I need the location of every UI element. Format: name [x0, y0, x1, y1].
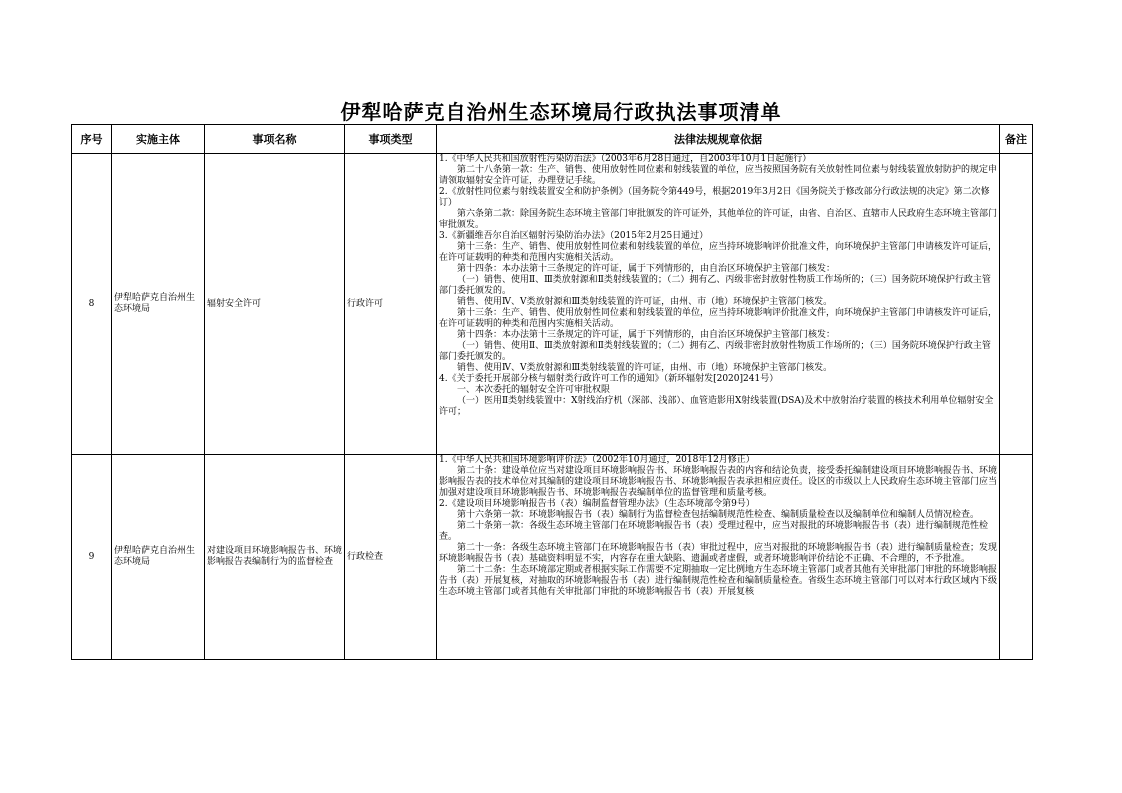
header-basis: 法律法规规章依据: [437, 125, 1000, 154]
basis-line: 4.《关于委托开展部分核与辐射类行政许可工作的通知》（新环辐射发[2020]241号）: [439, 374, 779, 384]
row-type: 行政许可: [345, 154, 437, 455]
basis-line: 销售、使用Ⅳ、Ⅴ类放射源和Ⅲ类射线装置的许可证，由州、市（地）环境保护主管部门核发。: [457, 297, 833, 307]
basis-line: 3.《新疆维吾尔自治区辐射污染防治办法》（2015年2月25日通过）: [439, 231, 709, 241]
basis-line: 第二十二条：生态环境部定期或者根据实际工作需要不定期抽取一定比例地方生态环境主管部门或者其他有关审批部门审批的环境影响报告书（表）开展复核，对抽取的环境影响报告书（表）进行编制规范性检查和编制质量检查。省级生态环境主管部门可以对本行政区域内下级生态环境主管部门或者其他有关审批部门审批的环境影响报告书（表）开展复核: [439, 565, 998, 597]
row-basis: [437, 154, 1000, 455]
row-type: 行政检查: [345, 455, 437, 660]
page-title: 伊犁哈萨克自治州生态环境局行政执法事项清单: [340, 100, 782, 124]
basis-line: 一、本次委托的辐射安全许可审批权限: [457, 385, 611, 395]
row-note: [1000, 154, 1033, 455]
basis-line: 第十三条：生产、销售、使用放射性同位素和射线装置的单位，应当持环境影响评价批准文件，向环境保护主管部门申请核发许可证后，在许可证载明的种类和范围内实施相关活动。: [439, 308, 998, 329]
basis-line: 第十四条：本办法第十三条规定的许可证，属于下列情形的，由自治区环境保护主管部门核发：: [457, 264, 836, 274]
table-row: [72, 154, 1033, 455]
header-type: 事项类型: [345, 125, 437, 154]
basis-line: （一）销售、使用Ⅱ、Ⅲ类放射源和Ⅱ类射线装置的；（二）拥有乙、丙级非密封放射性物质工作场所的；（三）国务院环境保护行政主管部门委托颁发的。: [439, 275, 991, 296]
basis-line: 第十四条：本办法第十三条规定的许可证，属于下列情形的，由自治区环境保护主管部门核发：: [457, 330, 836, 340]
row-subject: 伊犁哈萨克自治州生态环境局: [112, 154, 205, 455]
basis-line: 第六条第二款：除国务院生态环境主管部门审批颁发的许可证外，其他单位的许可证，由省、自治区、直辖市人民政府生态环境主管部门审批颁发。: [439, 209, 998, 230]
enforcement-table: [71, 124, 1033, 660]
basis-line: （一）医用Ⅱ类射线装置中：X射线治疗机（深部、浅部）、血管造影用X射线装置(DSA)及术中放射治疗装置的核技术利用单位辐射安全许可；: [439, 396, 994, 417]
basis-line: 1.《中华人民共和国放射性污染防治法》（2003年6月28日通过，自2003年10月1日起施行）: [439, 154, 812, 164]
table-header-row: [72, 125, 1033, 154]
row-seq: 9: [72, 455, 112, 660]
row-name: 对建设项目环境影响报告书、环境影响报告表编制行为的监督检查: [205, 455, 345, 660]
row-note: [1000, 455, 1033, 660]
header-seq: 序号: [72, 125, 112, 154]
row-seq: 8: [72, 154, 112, 455]
basis-line: 第十三条：生产、销售、使用放射性同位素和射线装置的单位，应当持环境影响评价批准文件，向环境保护主管部门申请核发许可证后，在许可证载明的种类和范围内实施相关活动。: [439, 242, 998, 263]
row-subject: 伊犁哈萨克自治州生态环境局: [112, 455, 205, 660]
basis-line: 第二十八条第一款：生产、销售、使用放射性同位素和射线装置的单位，应当按照国务院有关放射性同位素与射线装置放射防护的规定申请领取辐射安全许可证，办理登记手续。: [439, 165, 998, 186]
row-basis: [437, 455, 1000, 660]
basis-line: 2.《放射性同位素与射线装置安全和防护条例》（国务院令第449号，根据2019年3月2日《国务院关于修改部分行政法规的决定》第二次修订）: [439, 187, 990, 208]
basis-line: 第十六条第一款：环境影响报告书（表）编制行为监督检查包括编制规范性检查、编制质量检查以及编制单位和编制人员情况检查。: [457, 510, 980, 520]
basis-line: 第二十一条：各级生态环境主管部门在环境影响报告书（表）审批过程中，应当对报批的环境影响报告书（表）进行编制质量检查；发现环境影响报告书（表）基础资料明显不实，内容存在重大缺陷、遗漏或者虚假，或者环境影响评价结论不正确、不合理的，不予批准。: [439, 543, 998, 564]
basis-line: 1.《中华人民共和国环境影响评价法》（2002年10月通过，2018年12月修正）: [439, 455, 755, 465]
header-subject: 实施主体: [112, 125, 205, 154]
table-row: [72, 455, 1033, 660]
row-name: 辐射安全许可: [205, 154, 345, 455]
basis-line: （一）销售、使用Ⅱ、Ⅲ类放射源和Ⅱ类射线装置的；（二）拥有乙、丙级非密封放射性物质工作场所的；（三）国务院环境保护行政主管部门委托颁发的。: [439, 341, 991, 362]
basis-line: 第二十条第一款：各级生态环境主管部门在环境影响报告书（表）受理过程中，应当对报批的环境影响报告书（表）进行编制规范性检查。: [439, 521, 989, 542]
basis-line: 2.《建设项目环境影响报告书（表）编制监督管理办法》（生态环境部令第9号）: [439, 499, 755, 509]
basis-line: 销售、使用Ⅳ、Ⅴ类放射源和Ⅲ类射线装置的许可证，由州、市（地）环境保护主管部门核发。: [457, 363, 833, 373]
header-name: 事项名称: [205, 125, 345, 154]
header-note: 备注: [1000, 125, 1033, 154]
basis-line: 第二十条：建设单位应当对建设项目环境影响报告书、环境影响报告表的内容和结论负责，接受委托编制建设项目环境影响报告书、环境影响报告表的技术单位对其编制的建设项目环境影响报告书、环境影响报告表承担相应责任。设区的市级以上人民政府生态环境主管部门应当加强对建设项目环境影响报告书、环境影响报告表编制单位的监督管理和质量考核。: [439, 466, 998, 498]
